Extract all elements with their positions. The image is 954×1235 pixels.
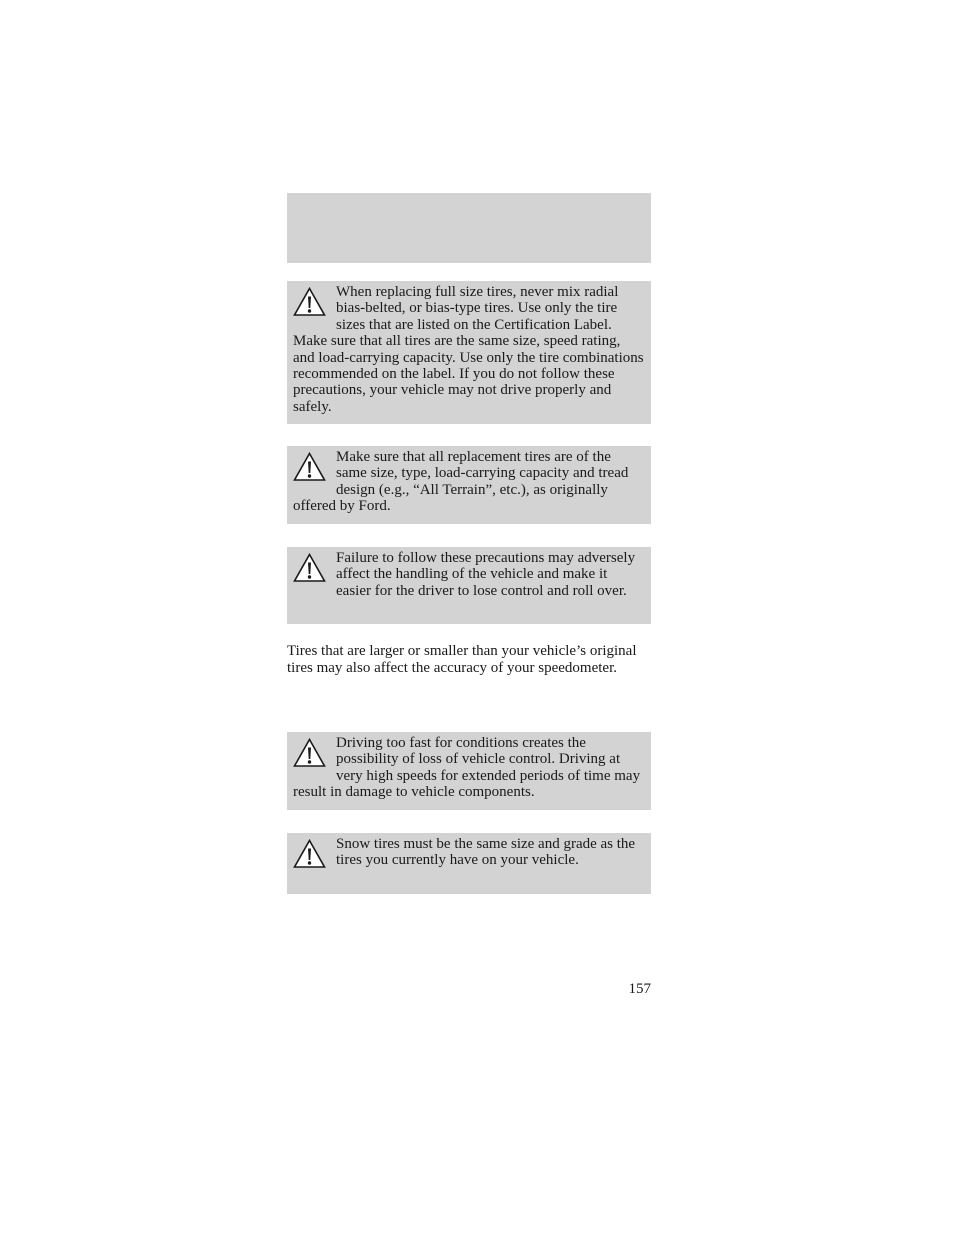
warning-triangle-icon xyxy=(293,839,326,869)
warning-triangle-icon xyxy=(293,287,326,317)
warning-box xyxy=(287,446,651,524)
page-number: 157 xyxy=(628,981,651,997)
warning-triangle-icon xyxy=(293,738,326,768)
warning-box xyxy=(287,547,651,624)
warning-triangle-icon xyxy=(293,553,326,583)
body-paragraph: Tires that are larger or smaller than your vehicle’s original tires may also affect the accuracy of your speedometer. xyxy=(287,643,637,676)
warning-text: Make sure that all replacement tires are of the same size, type, load-carrying capacity and tread design (e.g., “All Terrain”, etc.), as originally offered by Ford. xyxy=(293,449,629,515)
warning-text: When replacing full size tires, never mix radial bias-belted, or bias-type tires. Use only the tire sizes that are listed on the Certification Label. Make sure that all tires are the same size, speed rating, and load-carrying capacity. Use only the tire combinations recommended on the label. If you do not follow these precautions, your vehicle may not drive properly and safely. xyxy=(293,284,644,415)
warning-text: Snow tires must be the same size and grade as the tires you currently have on your vehicle. xyxy=(336,836,636,869)
warning-text: Driving too fast for conditions creates the possibility of loss of vehicle control. Driving at very high speeds for extended periods of time may result in damage to vehicle components. xyxy=(293,735,641,801)
section-header-bar xyxy=(287,193,651,263)
warning-triangle-icon xyxy=(293,452,326,482)
warning-box xyxy=(287,833,651,894)
warning-box xyxy=(287,732,651,810)
warning-text: Failure to follow these precautions may adversely affect the handling of the vehicle and make it easier for the driver to lose control and roll over. xyxy=(336,550,636,599)
warning-box xyxy=(287,281,651,424)
